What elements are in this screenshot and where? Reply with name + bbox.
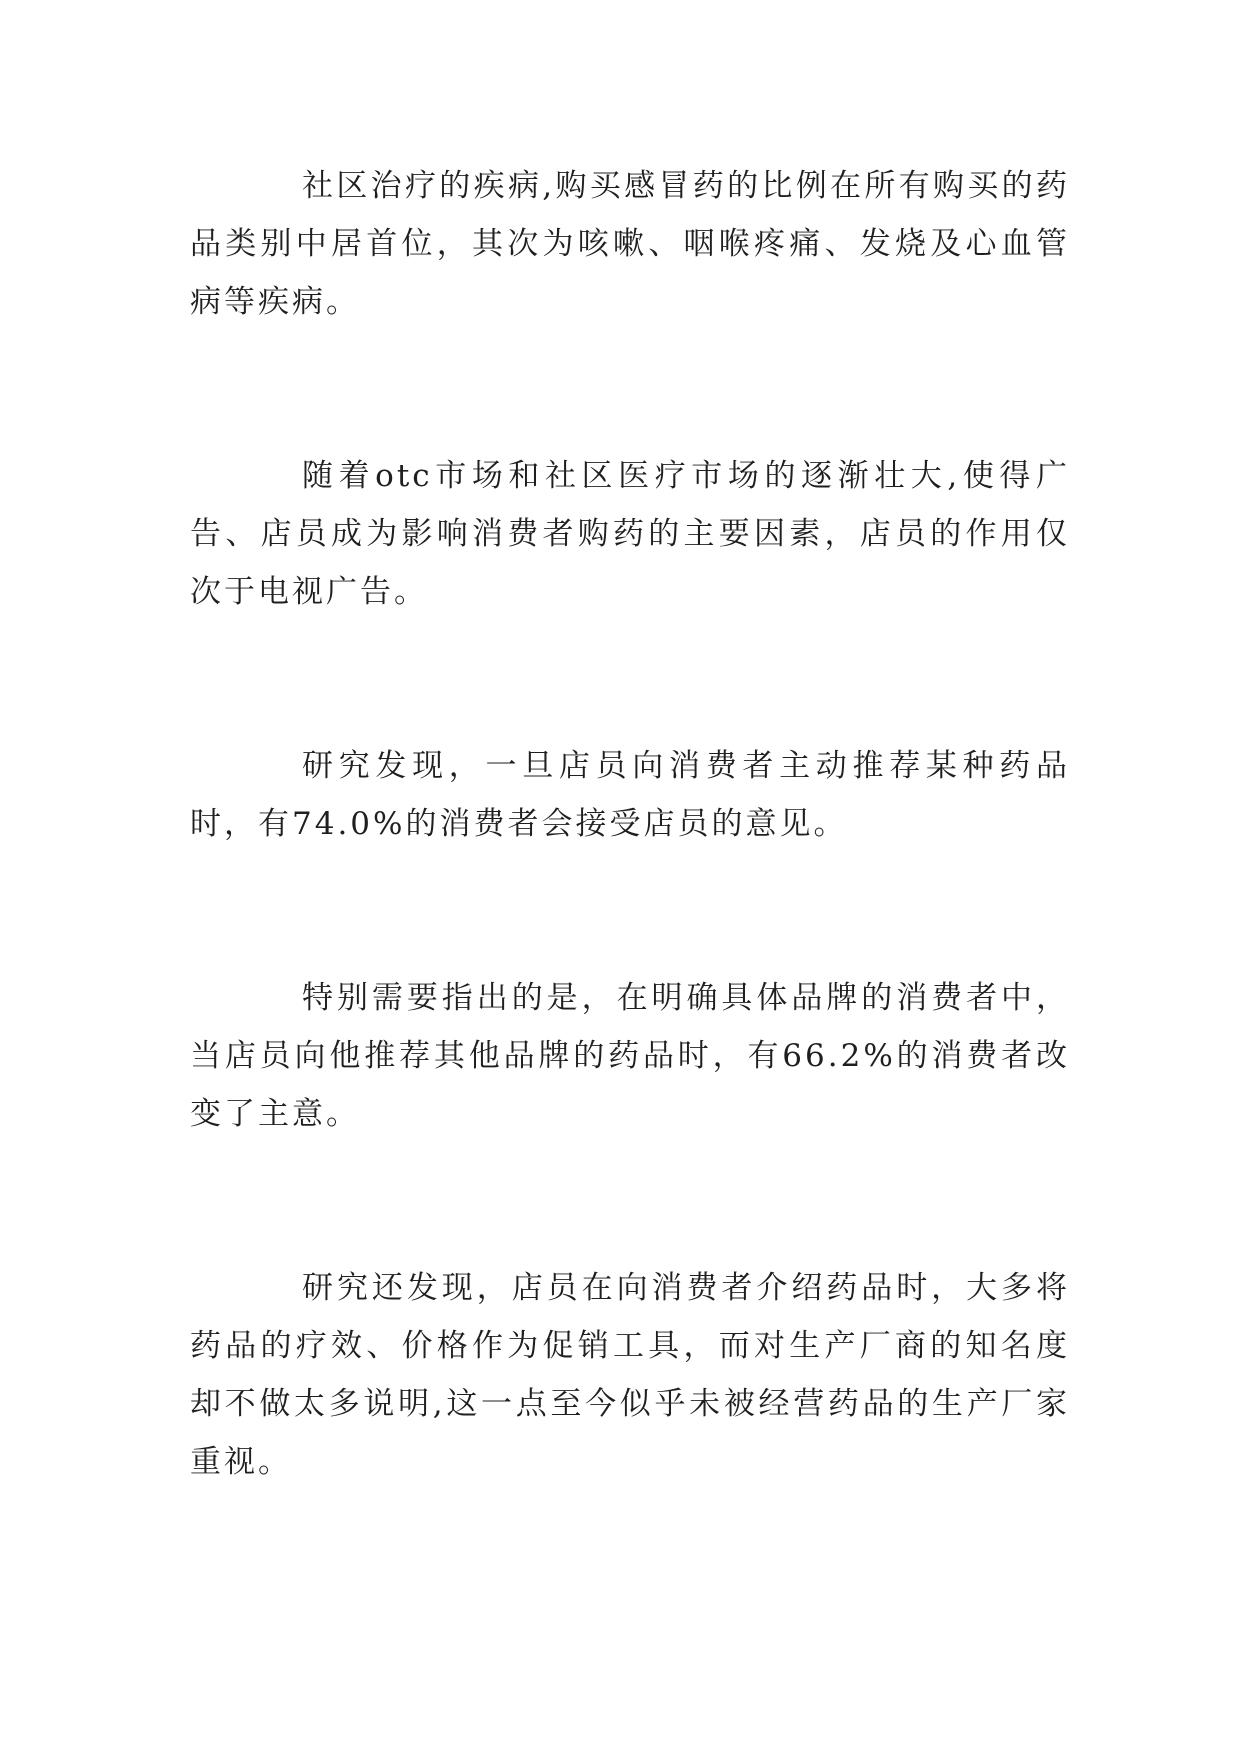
paragraph-brand-switching: 特别需要指出的是，在明确具体品牌的消费者中，当店员向他推荐其他品牌的药品时，有66.2%的消费者改变了主意。 [190, 980, 1070, 1132]
paragraph-otc-market: 随着otc市场和社区医疗市场的逐渐壮大,使得广告、店员成为影响消费者购药的主要因素，店员的作用仅次于电视广告。 [190, 458, 1070, 610]
paragraph-promotion-tools: 研究还发现，店员在向消费者介绍药品时，大多将药品的疗效、价格作为促销工具，而对生产厂商的知名度却不做太多说明,这一点至今似乎未被经营药品的生产厂家重视。 [190, 1270, 1070, 1480]
paragraph-recommendation-acceptance: 研究发现，一旦店员向消费者主动推荐某种药品时，有74.0%的消费者会接受店员的意见。 [190, 748, 1070, 842]
paragraph-cold-medicine: 社区治疗的疾病,购买感冒药的比例在所有购买的药品类别中居首位，其次为咳嗽、咽喉疼痛、发烧及心血管病等疾病。 [190, 168, 1070, 320]
